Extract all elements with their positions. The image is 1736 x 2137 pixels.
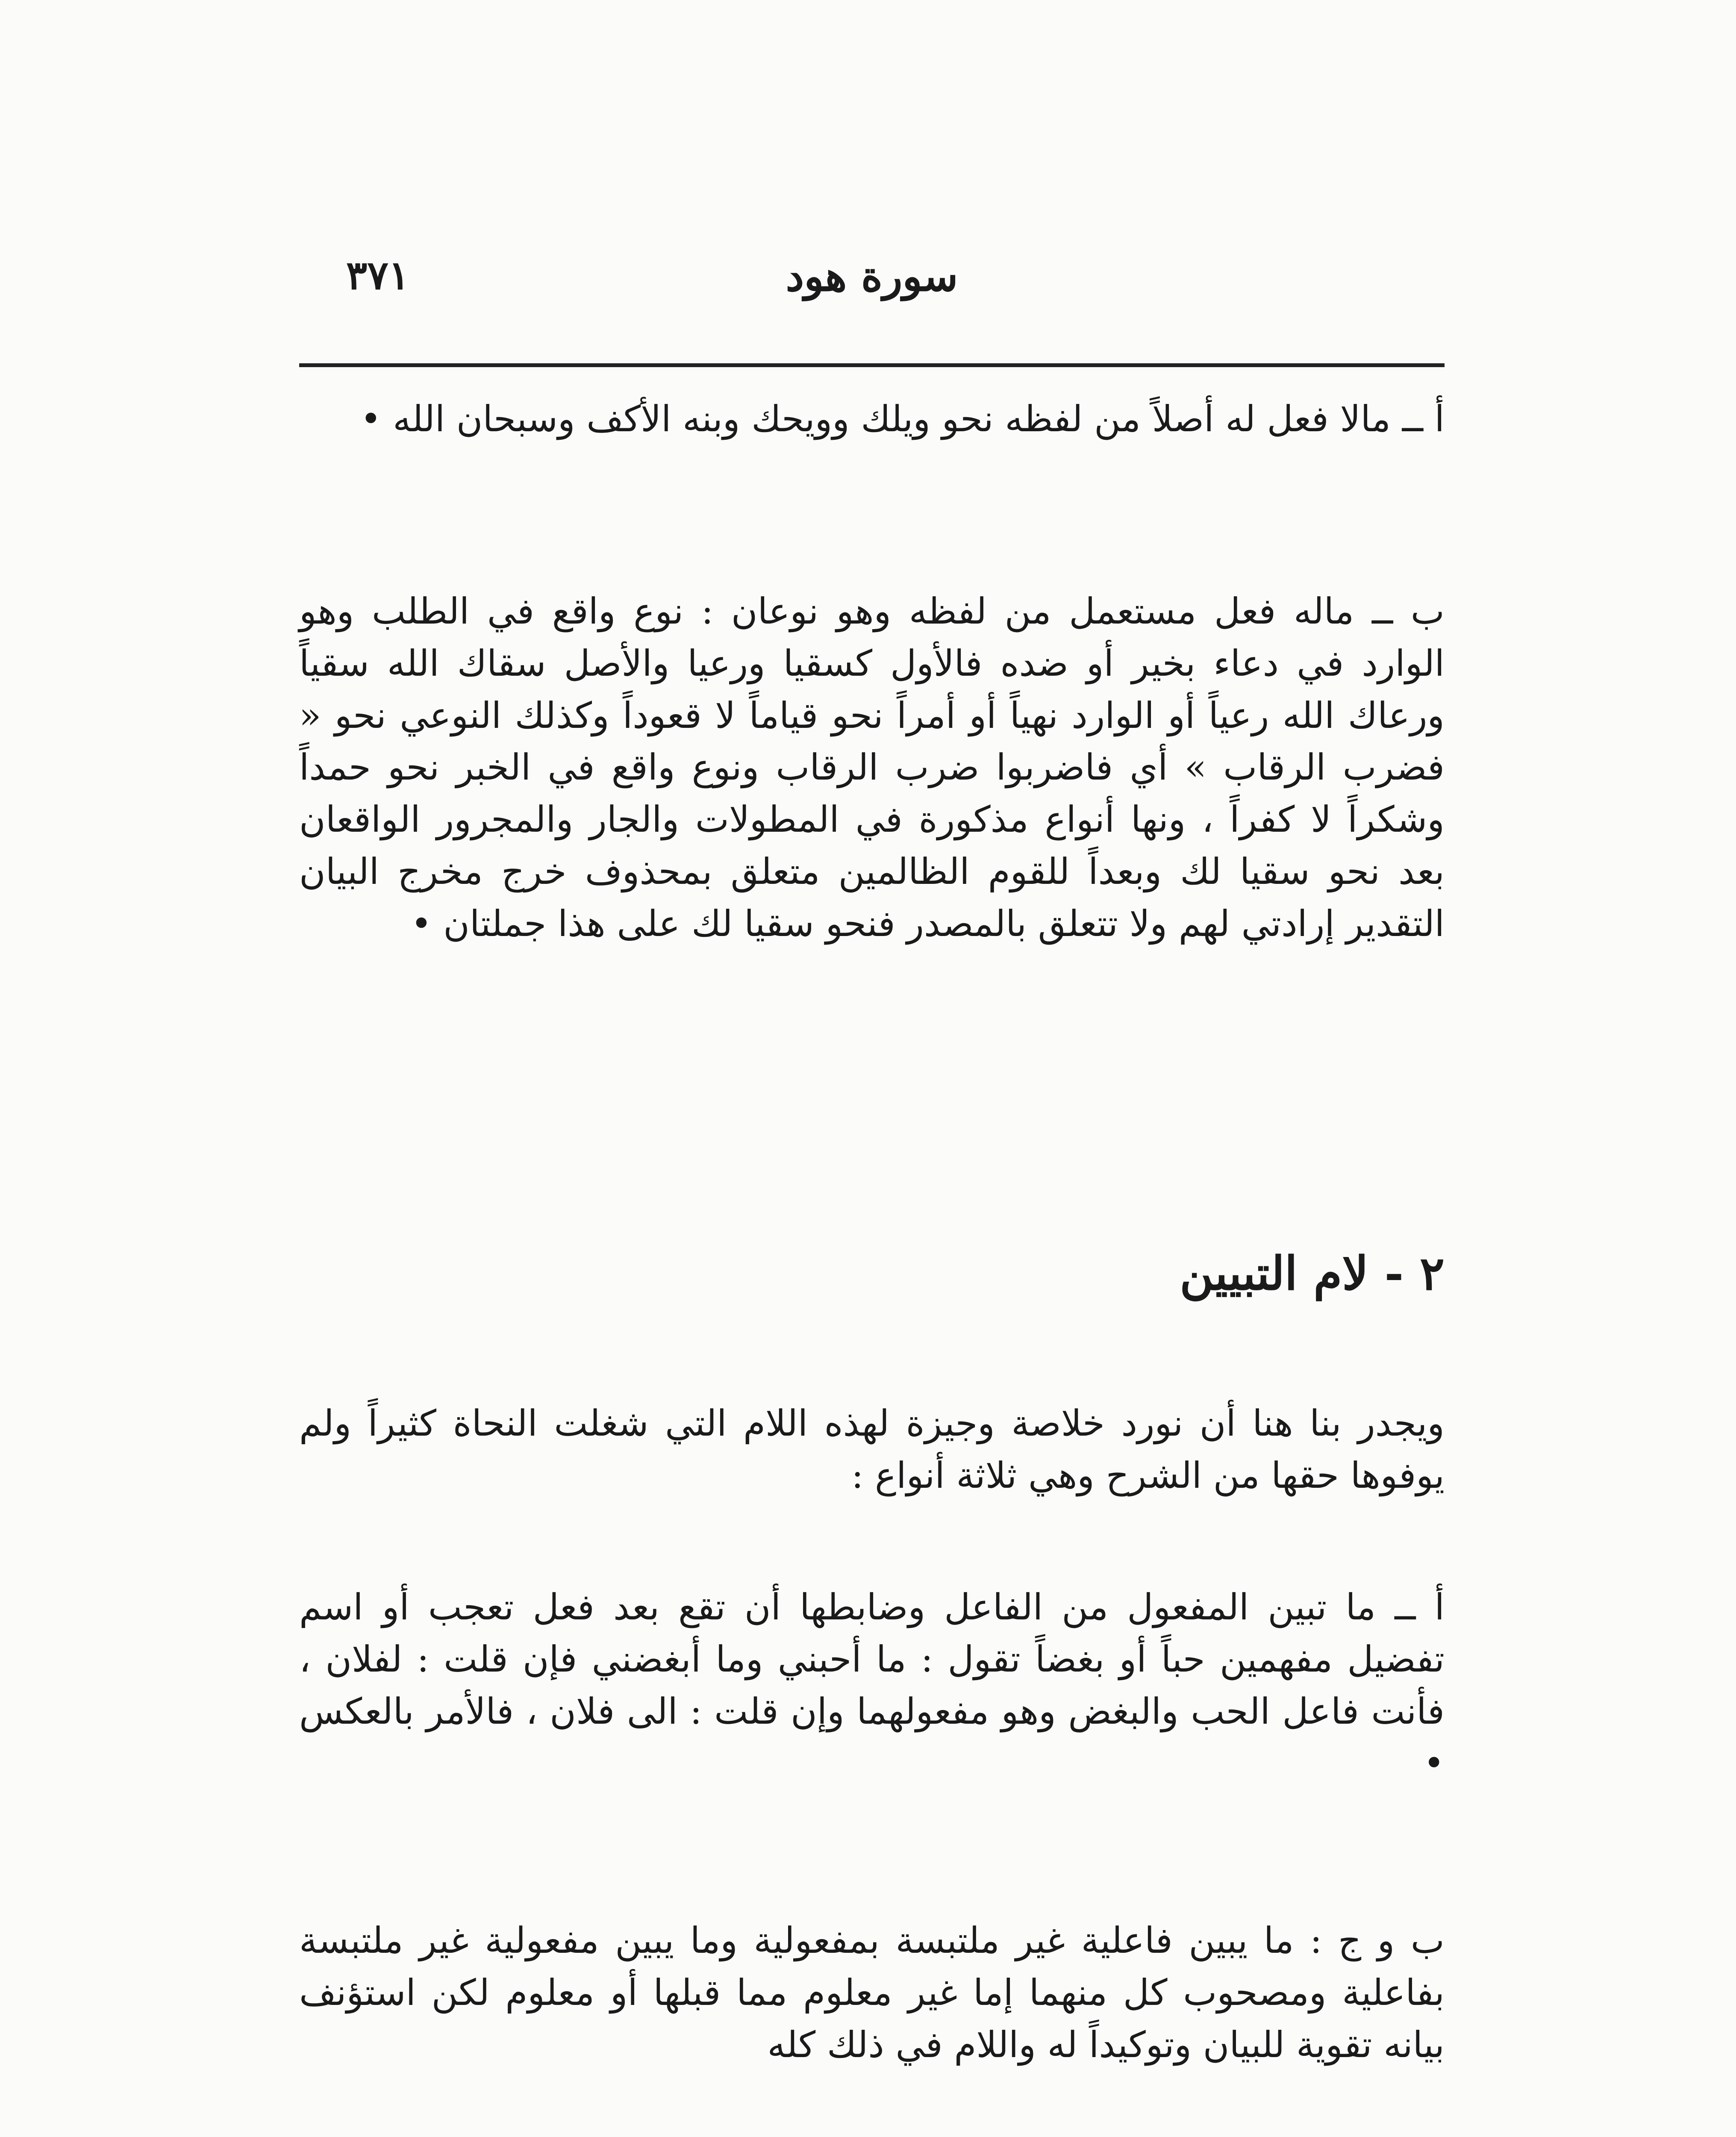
header-rule [299,363,1445,367]
page-title: سورة هود [786,252,958,300]
paragraph-ba-jim: ب و ج : ما يبين فاعلية غير ملتبسة بمفعولية وما يبين مفعولية غير ملتبسة بفاعلية ومصحوب كل منهما إما غير معلوم مما قبلها أو معلوم لكن استؤنف بيانه تقوية للبيان وتوكيداً له واللام في ذلك كله [299,1919,1445,2066]
section-heading: ٢ - لام التبيين [1180,1247,1445,1301]
paragraph-alif-1: أ ــ مالا فعل له أصلاً من لفظه نحو ويلك وويحك وبنه الأكف وسبحان الله • [360,398,1445,440]
paragraph-alif-2: أ ــ ما تبين المفعول من الفاعل وضابطها أن تقع بعد فعل تعجب أو اسم تفضيل مفهمين حباً أو بغضاً تقول : ما أحبني وما أبغضني فإن قلت : لفلان ، فأنت فاعل الحب والبغض وهو مفعولهما وإن قلت : الى فلان ، فالأمر بالعكس • [299,1586,1445,1784]
page-number: ٣٧١ [346,252,410,298]
paragraph-ba-1: ب ــ ماله فعل مستعمل من لفظه وهو نوعان : نوع واقع في الطلب وهو الوارد في دعاء بخير أو ضده فالأول كسقيا ورعيا والأصل سقاك الله سقياً ورعاك الله رعياً أو الوارد نهياً أو أمراً نحو قياماً لا قعوداً وكذلك النوعي نحو « فضرب الرقاب » أي فاضربوا ضرب الرقاب ونوع واقع في الخبر نحو حمداً وشكراً لا كفراً ، ونها أنواع مذكورة في المطولات والجار والمجرور الواقعان بعد نحو سقيا لك وبعداً للقوم الظالمين متعلق بمحذوف خرج مخرج البيان التقدير إرادتي لهم ولا تتعلق بالمصدر فنحو سقيا لك على هذا جملتان • [299,590,1445,945]
paragraph-intro: ويجدر بنا هنا أن نورد خلاصة وجيزة لهذه اللام التي شغلت النحاة كثيراً ولم يوفوها حقها من الشرح وهي ثلاثة أنواع : [299,1402,1445,1496]
page-header [299,252,1445,329]
